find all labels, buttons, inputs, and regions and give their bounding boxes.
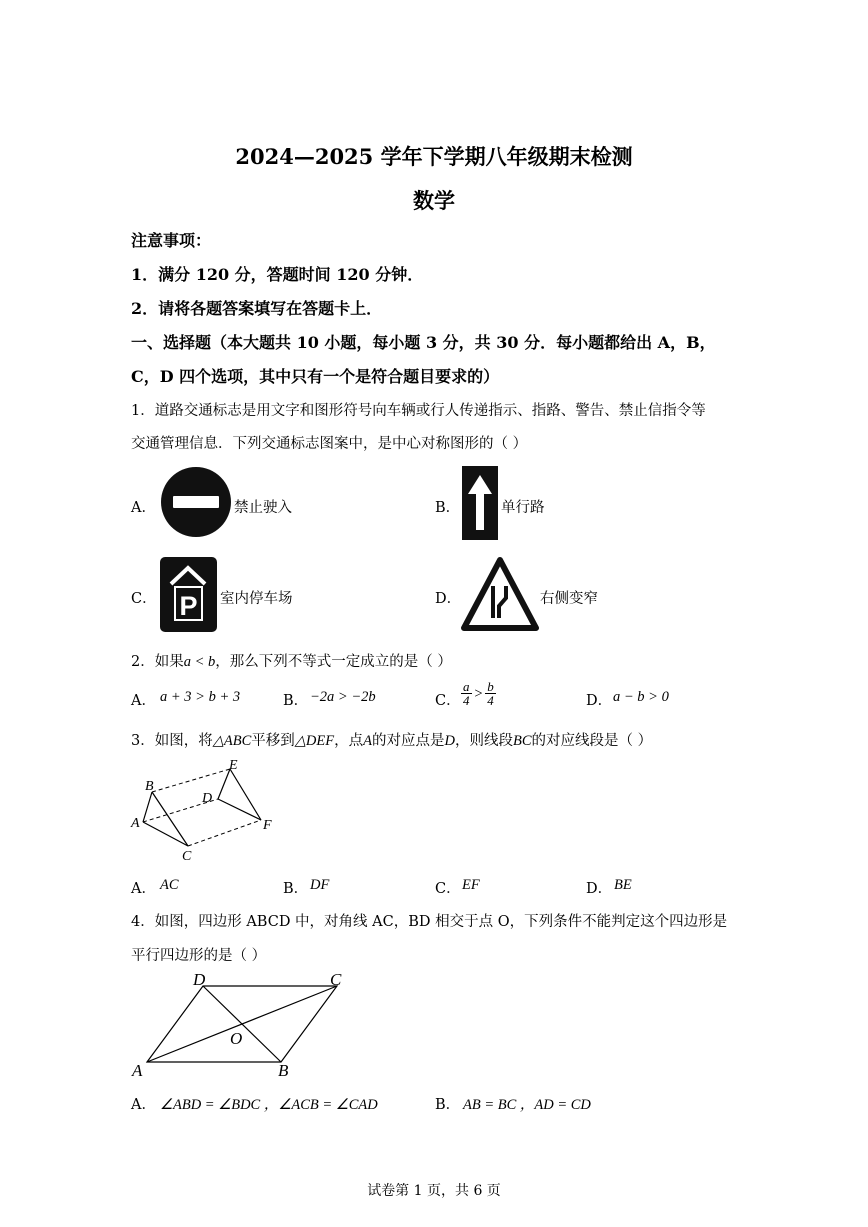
parallelogram-figure (126, 966, 356, 1082)
q2-prefix: 2．如果 (131, 654, 184, 670)
option-expression: ∠ABD = ∠BDC ，∠ACB = ∠CAD (160, 1097, 378, 1113)
label-D: D (202, 791, 213, 806)
relation-symbol: > (473, 685, 484, 702)
option-letter: B． (283, 881, 309, 897)
option-letter: A． (131, 1097, 156, 1113)
label-D: D (193, 970, 206, 989)
option-letter: B． (435, 1097, 461, 1113)
one-way-arrow-icon (462, 466, 498, 540)
option-expression: BE (614, 877, 632, 893)
option-letter: B． (283, 693, 309, 709)
label-A: A (131, 816, 140, 831)
label-C: C (330, 970, 342, 989)
section-heading: 一、选择题（本大题共 10 小题，每小题 3 分，共 30 分．每小题都给出 A，B， (131, 333, 716, 352)
option-letter: A． (131, 500, 156, 516)
label-B: B (145, 779, 154, 794)
option-label: 禁止驶入 (234, 500, 292, 516)
no-entry-icon (160, 466, 232, 538)
segment-AC (143, 822, 188, 846)
option-label: 右侧变窄 (540, 591, 598, 607)
option-fraction-expression (461, 680, 496, 707)
question-4-text: 4．如图，四边形 ABCD 中，对角线 AC，BD 相交于点 O，下列条件不能判定这个四边形是 (131, 914, 728, 930)
option-letter: B． (435, 500, 461, 516)
option-letter: A． (131, 881, 156, 897)
road-narrows-right-icon (462, 558, 538, 630)
section-heading-cont: C，D 四个选项，其中只有一个是符合题目要求的） (131, 367, 500, 386)
option-expression: EF (462, 877, 480, 893)
dashed-BE (152, 769, 230, 792)
exam-title: 2024—2025 学年下学期八年级期末检测 (235, 144, 633, 169)
svg-text:P: P (179, 591, 198, 621)
q2-condition: a < b (183, 654, 216, 670)
translation-figure (126, 754, 286, 864)
option-letter: D． (586, 881, 613, 897)
option-letter: A． (131, 693, 156, 709)
page-footer: 试卷第 1 页，共 6 页 (367, 1183, 501, 1199)
label-A: A (132, 1061, 143, 1080)
question-3-text: 3．如图，将△ABC平移到△DEF，点A的对应点是D，则线段BC的对应线段是（ ） (131, 733, 653, 749)
label-B: B (278, 1061, 289, 1080)
question-4-text-cont: 平行四边形的是（ ） (131, 948, 267, 964)
option-letter: C． (435, 881, 461, 897)
option-expression: DF (310, 877, 330, 893)
option-letter: C． (131, 591, 157, 607)
option-expression: a − b > 0 (613, 689, 669, 705)
segment-AB (143, 792, 152, 822)
segment-BC (152, 792, 188, 846)
label-F: F (263, 818, 272, 833)
segment-DE (218, 769, 230, 799)
option-label: 单行路 (501, 500, 545, 516)
option-expression: −2a > −2b (310, 689, 376, 705)
dashed-CF (188, 820, 261, 846)
indoor-parking-icon (160, 557, 217, 632)
fraction: $\frac{b}{4}$ (487, 679, 494, 708)
question-1-text-cont: 交通管理信息．下列交通标志图案中，是中心对称图形的（ ） (131, 436, 528, 452)
notice-item: 1．满分 120 分，答题时间 120 分钟． (131, 265, 424, 284)
question-2-text (131, 650, 452, 671)
fraction: $\frac{a}{4}$ (463, 679, 470, 708)
label-C: C (182, 849, 192, 864)
option-letter: C． (435, 693, 461, 709)
notice-heading: 注意事项： (131, 231, 212, 250)
option-letter: D． (586, 693, 613, 709)
question-1-text: 1．道路交通标志是用文字和图形符号向车辆或行人传递指示、指路、警告、禁止信指令等 (131, 403, 706, 419)
label-O: O (230, 1029, 243, 1048)
option-expression: AC (160, 877, 179, 893)
option-expression: a + 3 > b + 3 (160, 689, 241, 705)
label-E: E (229, 758, 238, 773)
option-expression: AB = BC ，AD = CD (463, 1097, 591, 1113)
q2-suffix: ，那么下列不等式一定成立的是（ ） (215, 654, 452, 670)
option-letter: D． (435, 591, 462, 607)
notice-item: 2．请将各题答案填写在答题卡上． (131, 299, 383, 318)
diagonal-BD (203, 986, 281, 1062)
subject-title: 数学 (413, 188, 455, 213)
option-label: 室内停车场 (220, 591, 293, 607)
